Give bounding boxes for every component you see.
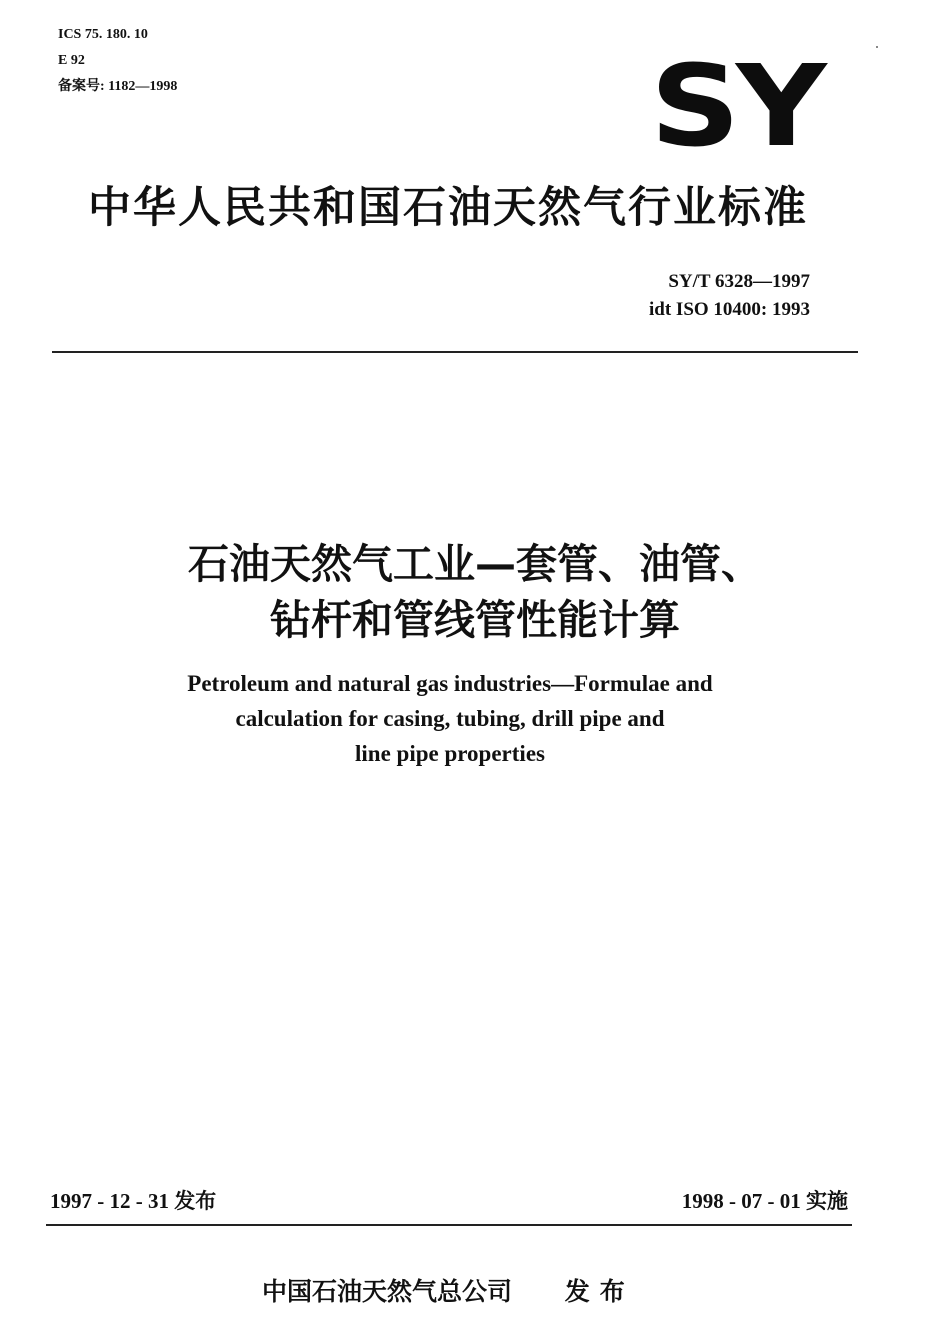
standard-codes	[649, 268, 810, 324]
chinese-title-line-1: 石油天然气工业—套管、油管、	[188, 540, 762, 588]
bottom-divider	[46, 1224, 852, 1226]
ics-code: ICS 75. 180. 10	[58, 27, 148, 42]
english-title-line-1: Petroleum and natural gas industries—Formulae and	[187, 671, 713, 696]
implementation-date-line	[682, 1186, 848, 1216]
english-title-line-2: calculation for casing, tubing, drill pipe and	[235, 706, 665, 731]
issue-label: 发布	[174, 1189, 217, 1213]
english-title-line-3: line pipe properties	[355, 741, 545, 766]
english-title	[0, 666, 900, 771]
scan-speck	[876, 46, 878, 48]
sy-logo: SY	[650, 42, 823, 172]
publisher-line	[262, 1274, 635, 1310]
classification-block	[58, 22, 177, 100]
publisher-name: 中国石油天然气总公司	[262, 1277, 513, 1306]
chinese-title	[0, 536, 950, 648]
filing-number: 备案号: 1182—1998	[58, 79, 178, 94]
chinese-title-line-2: 钻杆和管线管性能计算	[270, 596, 680, 644]
issue-date: 1997 - 12 - 31	[50, 1189, 169, 1213]
implementation-label: 实施	[806, 1189, 848, 1213]
iso-equivalence: idt ISO 10400: 1993	[649, 299, 810, 320]
standard-code: SY/T 6328—1997	[668, 271, 810, 292]
standard-organization-title: 中华人民共和国石油天然气行业标准	[88, 183, 808, 233]
ccs-code: E 92	[58, 53, 85, 68]
issue-date-line	[50, 1186, 216, 1216]
publisher-action: 发布	[564, 1277, 635, 1306]
top-divider	[52, 351, 858, 353]
implementation-date: 1998 - 07 - 01	[681, 1189, 801, 1213]
